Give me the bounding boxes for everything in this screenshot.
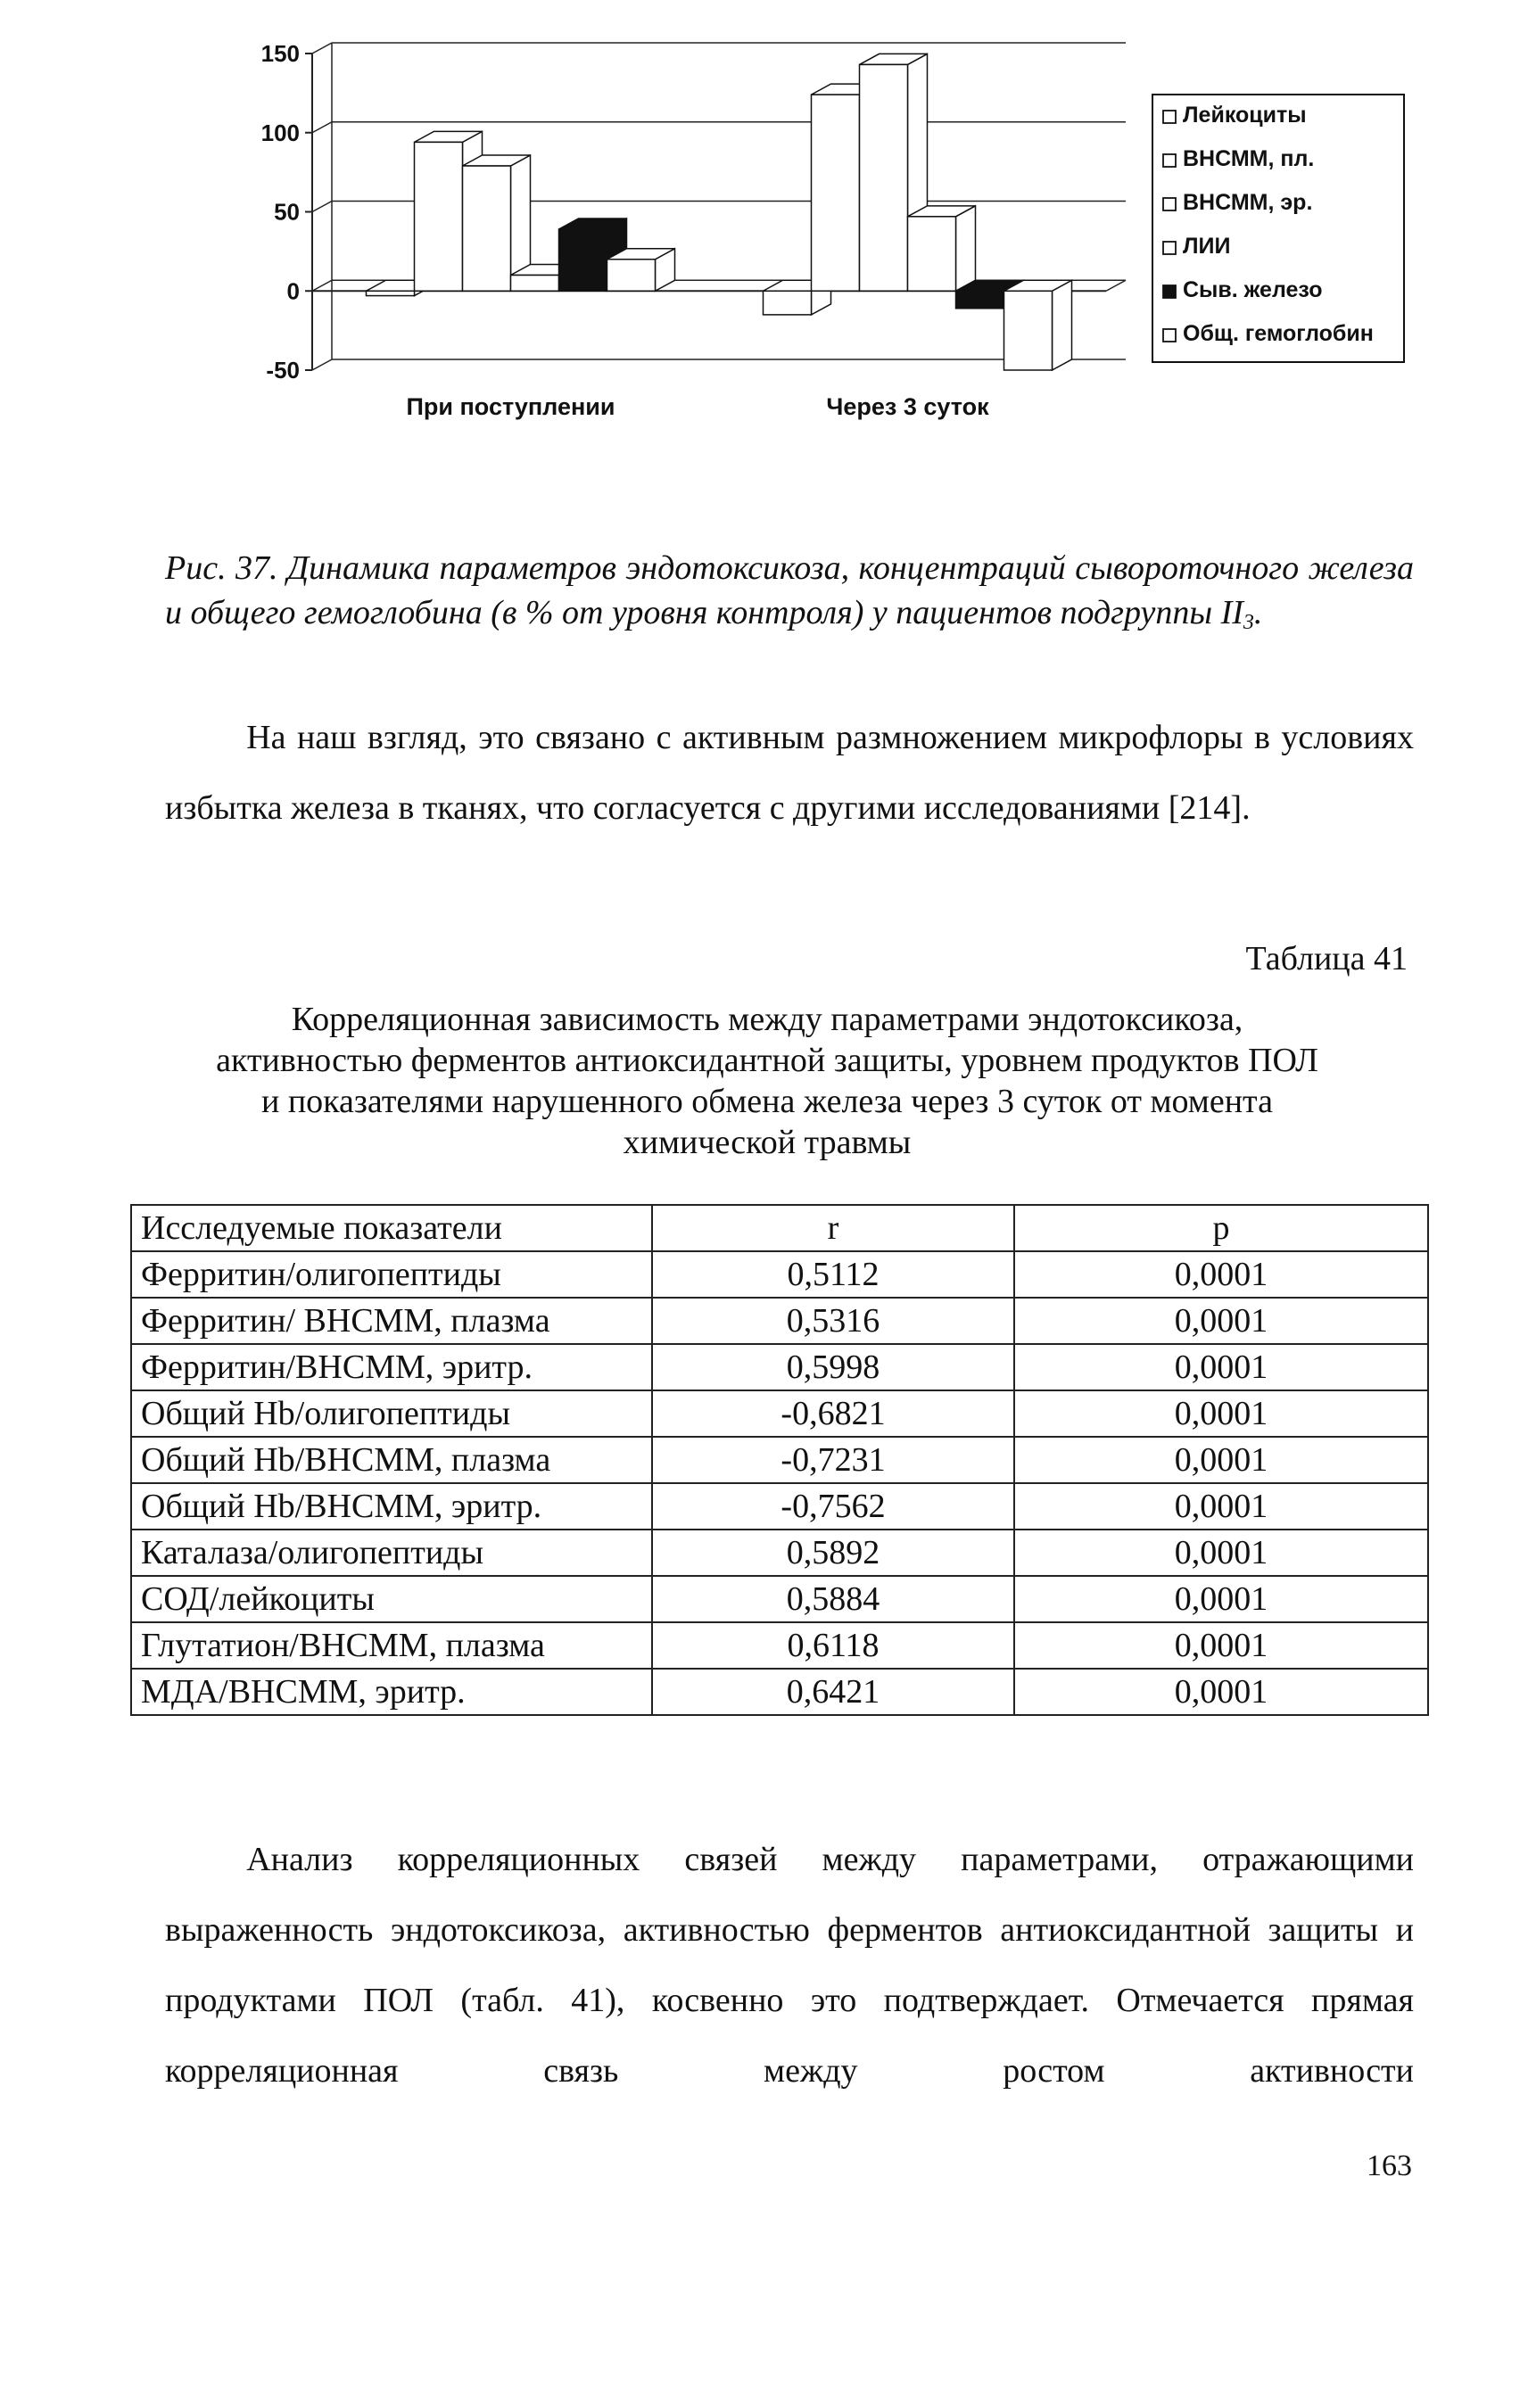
legend-label: Сыв. железо (1183, 277, 1323, 302)
bar-front (764, 291, 812, 315)
table-number: Таблица 41 (1245, 940, 1408, 977)
table-row (131, 1622, 1428, 1669)
table-cell: 0,5316 (652, 1298, 1014, 1344)
table-row (131, 1576, 1428, 1622)
bar-front (463, 166, 511, 291)
table-cell: 0,0001 (1014, 1344, 1428, 1390)
body-paragraph-2: Анализ корреляционных связей между параметрами, отражающими выраженность эндотоксикоза, активностью ферментов антиоксидантной защиты и продуктами ПОЛ (табл. 41), косвенно это подтверждает. Отмечается прямая корреляционная связь между ростом активности (165, 1841, 1414, 2090)
table-cell: МДА/ВНСММ, эритр. (131, 1669, 652, 1715)
table-cell: 0,0001 (1014, 1251, 1428, 1298)
bar-front (559, 229, 607, 291)
bar (607, 249, 675, 292)
bar-front (415, 142, 463, 291)
y-tick-label: 100 (260, 119, 300, 146)
table-title-line: и показателями нарушенного обмена железа через 3 суток от момента (261, 1083, 1273, 1120)
bar-front (367, 291, 415, 295)
table-cell: 0,0001 (1014, 1622, 1428, 1669)
table-row (131, 1669, 1428, 1715)
table-cell: Ферритин/олигопептиды (131, 1251, 652, 1298)
table-cell: 0,5892 (652, 1530, 1014, 1576)
legend-swatch (1163, 242, 1176, 254)
bar-front (607, 260, 656, 292)
table-cell: 0,5998 (652, 1344, 1014, 1390)
table-row (131, 1390, 1428, 1437)
header-cell: Исследуемые показатели (131, 1205, 652, 1251)
legend-swatch (1163, 329, 1176, 342)
table-cell: 0,0001 (1014, 1298, 1428, 1344)
table-cell: СОД/лейкоциты (131, 1576, 652, 1622)
table-cell: 0,0001 (1014, 1576, 1428, 1622)
y-tick-label: 50 (274, 198, 300, 226)
table-row (131, 1483, 1428, 1530)
table-cell: Общий Hb/олигопептиды (131, 1390, 652, 1437)
bar-front (956, 291, 1004, 309)
x-axis-depth (1106, 280, 1126, 291)
x-tick-label: При поступлении (406, 393, 615, 420)
legend-swatch (1163, 285, 1176, 298)
bar-side (1053, 280, 1072, 370)
bar-front (860, 64, 908, 291)
legend-label: ВНСММ, пл. (1183, 146, 1315, 171)
x-tick-label: Через 3 суток (826, 393, 989, 420)
caption-text: Рис. 37. Динамика параметров эндотоксикоза, концентраций сывороточного железа и общего гемоглобина (в % от уровня контроля) у пациентов подгруппы II (165, 549, 1414, 631)
table-cell: Общий Hb/ВНСММ, плазма (131, 1437, 652, 1483)
bar-front (511, 276, 559, 292)
bar-front (908, 217, 956, 291)
gridline-depth (312, 359, 332, 370)
bar-front (812, 95, 860, 291)
header-cell: r (652, 1205, 1014, 1251)
table-cell: Каталаза/олигопептиды (131, 1530, 652, 1576)
gridline-depth (312, 202, 332, 212)
table-cell: 0,0001 (1014, 1390, 1428, 1437)
legend-swatch (1163, 198, 1176, 210)
page-number: 163 (1367, 2149, 1412, 2182)
table-title (134, 999, 1400, 1163)
table-cell: 0,6118 (652, 1622, 1014, 1669)
table-cell: -0,7231 (652, 1437, 1014, 1483)
table-cell: Ферритин/ ВНСММ, плазма (131, 1298, 652, 1344)
table-title-line: активностью ферментов антиоксидантной защиты, уровнем продуктов ПОЛ (216, 1042, 1318, 1079)
table-row (131, 1437, 1428, 1483)
legend-label: ЛИИ (1183, 234, 1231, 259)
table-cell: 0,0001 (1014, 1483, 1428, 1530)
table-cell: -0,6821 (652, 1390, 1014, 1437)
bar-chart (214, 18, 1463, 437)
body-paragraph-1: На наш взгляд, это связано с активным размножением микрофлоры в условиях избытка железа в тканях, что согласуется с другими исследованиями [214]. (165, 719, 1414, 827)
legend-label: ВНСММ, эр. (1183, 190, 1313, 215)
table-cell: -0,7562 (652, 1483, 1014, 1530)
table-cell: Глутатион/ВНСММ, плазма (131, 1622, 652, 1669)
table-row (131, 1344, 1428, 1390)
y-tick-label: 150 (260, 40, 300, 67)
caption-end: . (1253, 594, 1263, 631)
table-cell: Общий Hb/ВНСММ, эритр. (131, 1483, 652, 1530)
table-cell: 0,5112 (652, 1251, 1014, 1298)
table-cell: 0,0001 (1014, 1530, 1428, 1576)
table-cell: 0,5884 (652, 1576, 1014, 1622)
legend-swatch (1163, 111, 1176, 123)
y-tick-label: -50 (266, 357, 300, 383)
gridline-depth (312, 122, 332, 133)
table-header-row (131, 1205, 1428, 1251)
legend-label: Общ. гемоглобин (1183, 321, 1374, 346)
figure-caption (165, 546, 1414, 645)
table-cell: 0,6421 (652, 1669, 1014, 1715)
bar-side (956, 206, 976, 291)
bar (908, 206, 976, 291)
table-row (131, 1251, 1428, 1298)
bar (1004, 280, 1072, 370)
table-cell: 0,0001 (1014, 1437, 1428, 1483)
gridline-depth (312, 280, 332, 291)
correlation-table (130, 1204, 1429, 1716)
gridline-depth (312, 43, 332, 54)
table-title-line: химической травмы (623, 1124, 912, 1161)
legend-swatch (1163, 154, 1176, 167)
table-row (131, 1530, 1428, 1576)
bar-front (1004, 291, 1053, 370)
header-cell: p (1014, 1205, 1428, 1251)
table-cell: Ферритин/ВНСММ, эритр. (131, 1344, 652, 1390)
table-cell: 0,0001 (1014, 1669, 1428, 1715)
table-title-line: Корреляционная зависимость между параметрами эндотоксикоза, (291, 1001, 1243, 1038)
caption-subscript: 3 (1243, 611, 1254, 634)
y-tick-label: 0 (286, 277, 300, 305)
table-row (131, 1298, 1428, 1344)
legend-label: Лейкоциты (1183, 103, 1307, 128)
